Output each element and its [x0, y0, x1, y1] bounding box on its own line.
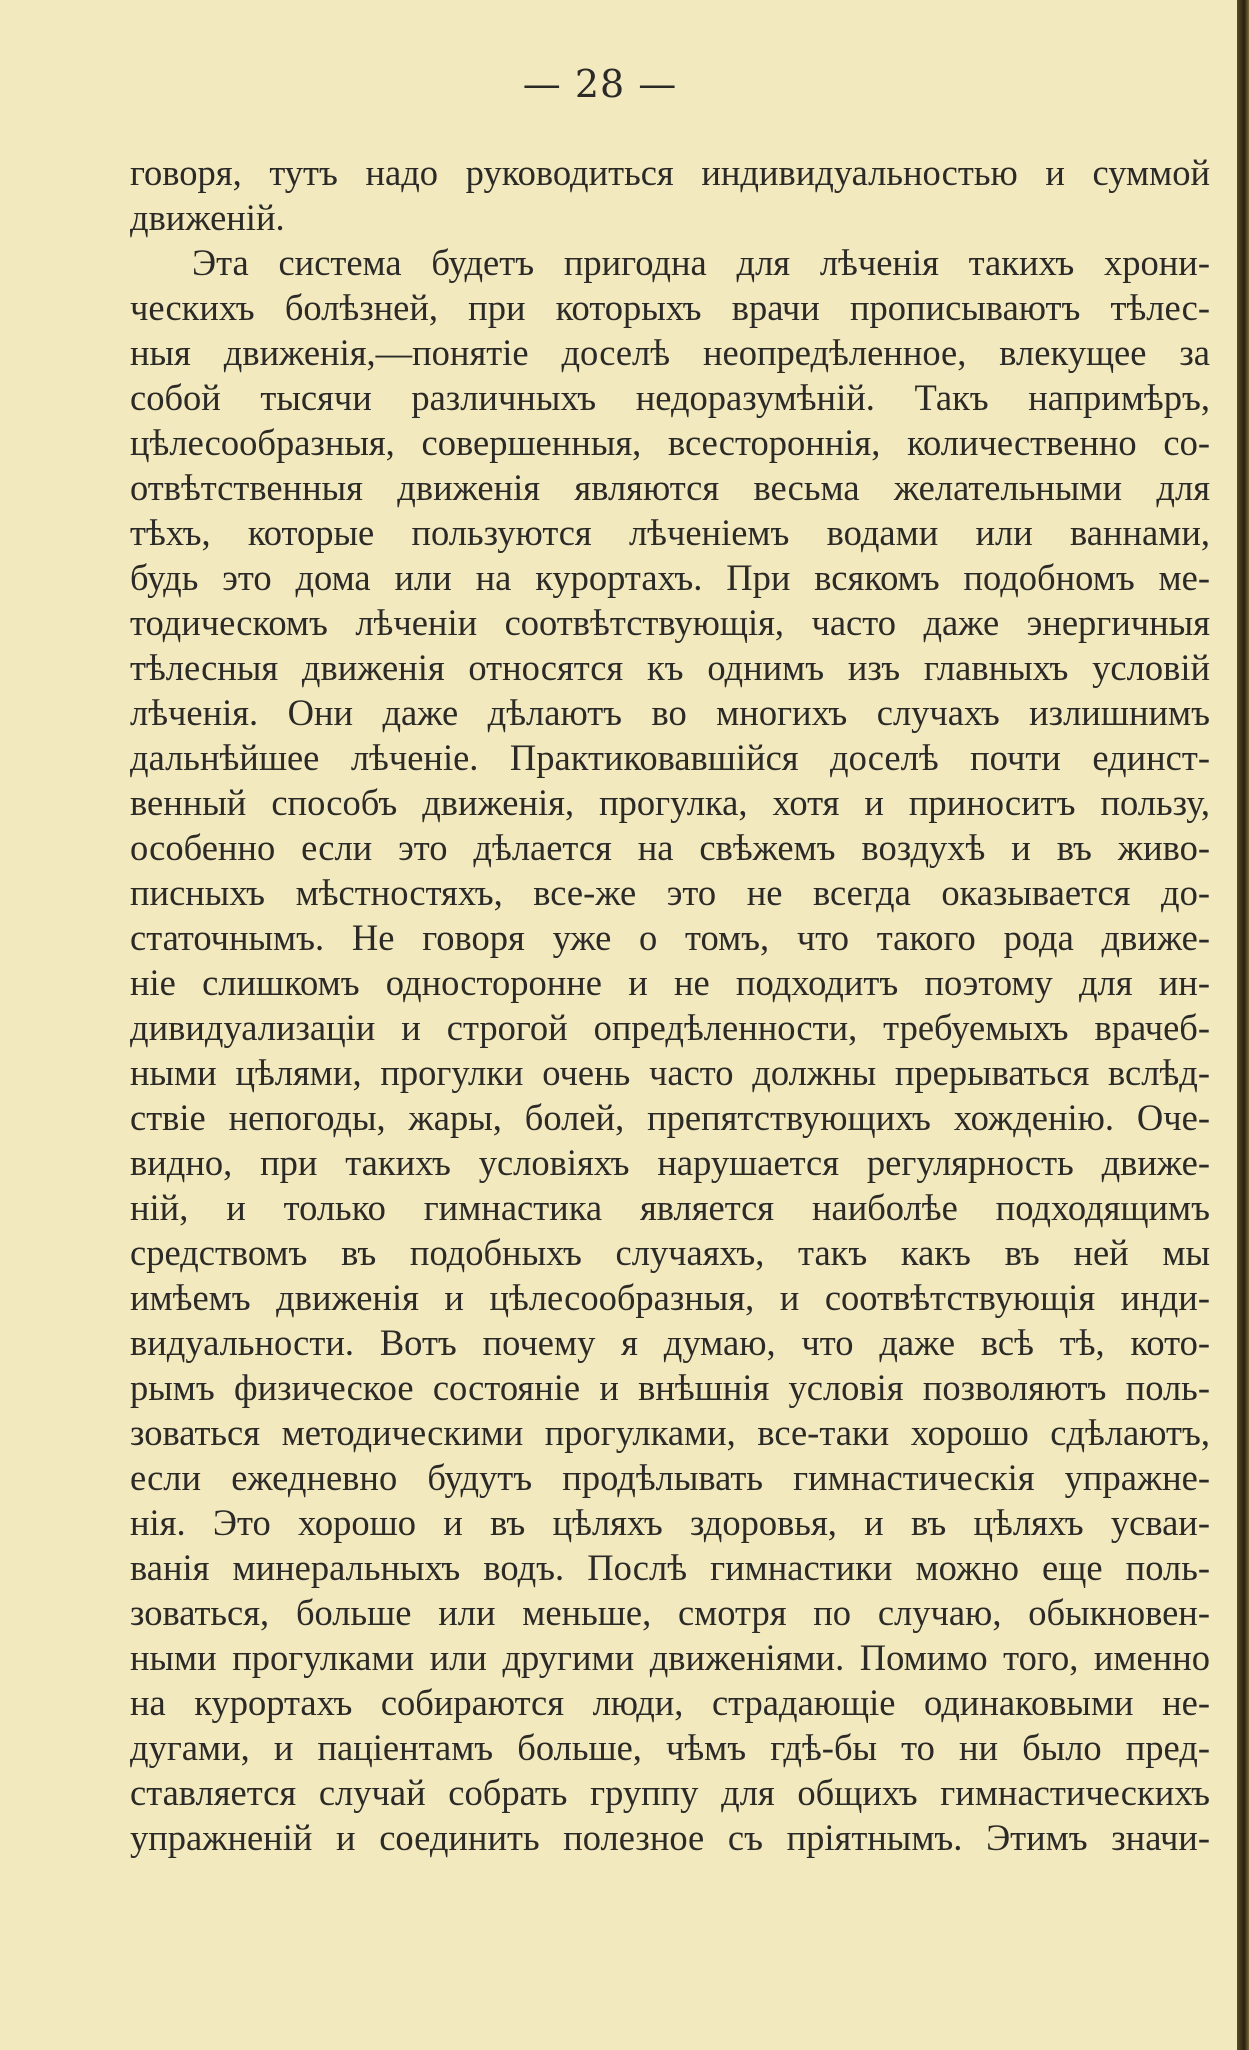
text-line: писныхъ мѣстностяхъ, все-же это не всегда оказывается до-	[130, 872, 1210, 913]
text-line: если ежедневно будутъ продѣлывать гимнастическія упражне-	[130, 1457, 1210, 1498]
text-line: видуальности. Вотъ почему я думаю, что даже всѣ тѣ, кото-	[130, 1322, 1210, 1363]
text-line: на курортахъ собираются люди, страдающіе одинаковыми не-	[130, 1682, 1210, 1723]
text-line: ствіе непогоды, жары, болей, препятствующихъ хожденію. Оче-	[130, 1097, 1210, 1138]
text-line: тѣлесныя движенія относятся къ однимъ изъ главныхъ условій	[130, 647, 1210, 688]
body-text	[130, 150, 1210, 1860]
text-line: ными цѣлями, прогулки очень часто должны прерываться вслѣд-	[130, 1052, 1210, 1093]
text-line: имѣемъ движенія и цѣлесообразныя, и соотвѣтствующія инди-	[130, 1277, 1210, 1318]
text-line: дивидуализаціи и строгой опредѣленности, требуемыхъ врачеб-	[130, 1007, 1210, 1048]
text-line: ными прогулками или другими движеніями. Помимо того, именно	[130, 1637, 1210, 1678]
book-spine-edge	[1237, 0, 1249, 2050]
text-line: лѣченія. Они даже дѣлаютъ во многихъ случахъ излишнимъ	[130, 692, 1210, 733]
text-line: отвѣтственныя движенія являются весьма желательными для	[130, 467, 1210, 508]
text-line: Эта система будетъ пригодна для лѣченія такихъ хрони-	[192, 242, 1210, 283]
text-line: рымъ физическое состояніе и внѣшнія условія позволяютъ поль-	[130, 1367, 1210, 1408]
text-line: особенно если это дѣлается на свѣжемъ воздухѣ и въ живо-	[130, 827, 1210, 868]
text-line: говоря, тутъ надо руководиться индивидуальностью и суммой	[130, 152, 1210, 193]
text-line: собой тысячи различныхъ недоразумѣній. Такъ напримѣръ,	[130, 377, 1210, 418]
text-line: дугами, и паціентамъ больше, чѣмъ гдѣ-бы то ни было пред-	[130, 1727, 1210, 1768]
text-line: зоваться методическими прогулками, все-таки хорошо сдѣлаютъ,	[130, 1412, 1210, 1453]
text-line: статочнымъ. Не говоря уже о томъ, что такого рода движе-	[130, 917, 1210, 958]
text-line: ческихъ болѣзней, при которыхъ врачи прописываютъ тѣлес-	[130, 287, 1210, 328]
text-line: ній, и только гимнастика является наиболѣе подходящимъ	[130, 1187, 1210, 1228]
text-line: ставляется случай собрать группу для общихъ гимнастическихъ	[130, 1772, 1210, 1813]
text-line: нія. Это хорошо и въ цѣляхъ здоровья, и въ цѣляхъ усваи-	[130, 1502, 1210, 1543]
text-line: ныя движенія,—понятіе доселѣ неопредѣленное, влекущее за	[130, 332, 1210, 373]
text-line: будь это дома или на курортахъ. При всякомъ подобномъ ме-	[130, 557, 1210, 598]
text-line: видно, при такихъ условіяхъ нарушается регулярность движе-	[130, 1142, 1210, 1183]
text-line: ванія минеральныхъ водъ. Послѣ гимнастики можно еще поль-	[130, 1547, 1210, 1588]
text-line: тѣхъ, которые пользуются лѣченіемъ водами или ваннами,	[130, 512, 1210, 553]
text-line: ніе слишкомъ односторонне и не подходитъ поэтому для ин-	[130, 962, 1210, 1003]
text-line: движеній.	[130, 197, 285, 238]
text-line: венный способъ движенія, прогулка, хотя и приноситъ пользу,	[130, 782, 1210, 823]
text-line: упражненій и соединить полезное съ пріятнымъ. Этимъ значи-	[130, 1817, 1210, 1858]
text-line: зоваться, больше или меньше, смотря по случаю, обыкновен-	[130, 1592, 1210, 1633]
text-line: цѣлесообразныя, совершенныя, всестороннія, количественно со-	[130, 422, 1210, 463]
text-line: дальнѣйшее лѣченіе. Практиковавшійся доселѣ почти единст-	[130, 737, 1210, 778]
page-number: — 28 —	[522, 62, 678, 106]
text-line: средствомъ въ подобныхъ случаяхъ, такъ какъ въ ней мы	[130, 1232, 1210, 1273]
text-line: тодическомъ лѣченіи соотвѣтствующія, часто даже энергичныя	[130, 602, 1210, 643]
